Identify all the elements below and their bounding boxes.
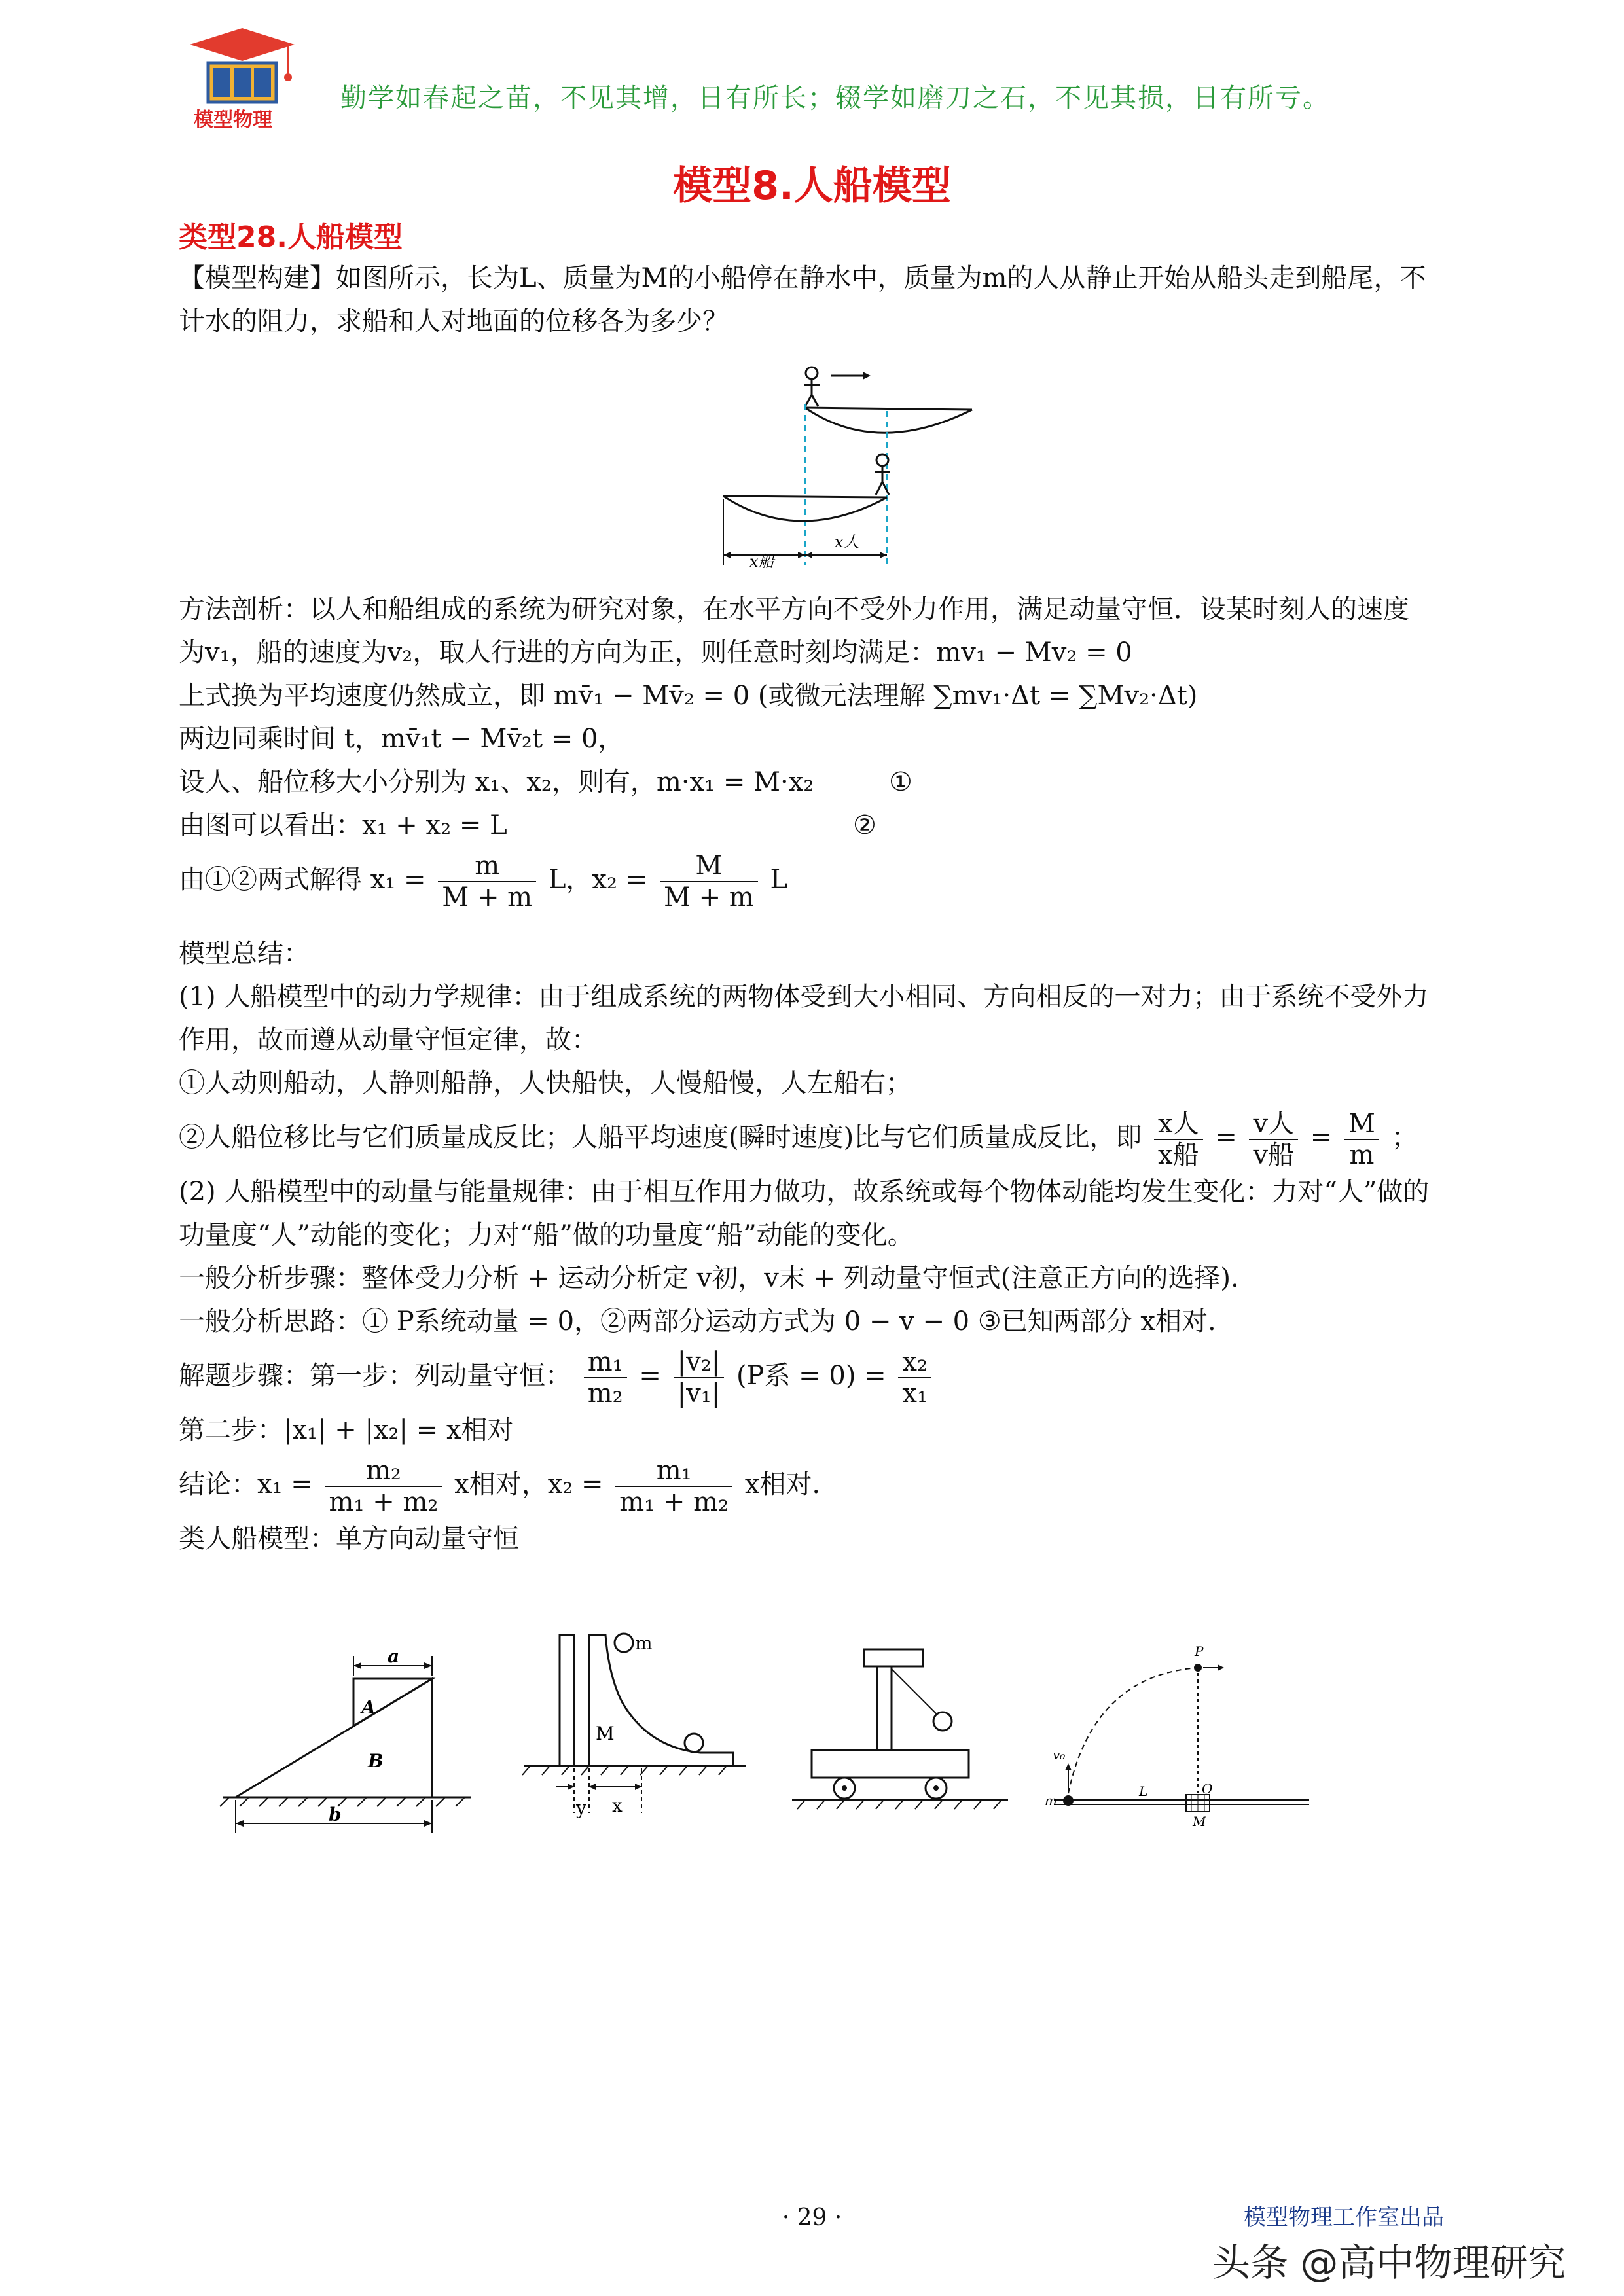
summary-s2a: (2) 人船模型中的动量与能量规律：由于相互作用力做功，故系统或每个物体动能均发生变化：力对“人”做的: [179, 1177, 1430, 1207]
person-icon-start: [804, 367, 820, 406]
analysis-line-2: 为v₁，船的速度为v₂，取人行进的方向为正，则任意时刻均满足：mv₁ − Mv₂ = 0: [179, 637, 1132, 668]
intro-line-2: 计水的阻力，求船和人对地面的位移各为多少？: [179, 306, 729, 336]
pendulum-pole: [877, 1666, 892, 1750]
track-block-M: [589, 1635, 733, 1766]
label-m: m: [635, 1632, 653, 1654]
summary-s6: 第二步：|x₁| + |x₂| = x相对: [179, 1415, 514, 1445]
motto: 勤学如春起之苗，不见其增，日有所长；辍学如磨刀之石，不见其损，日有所亏。: [340, 83, 1330, 113]
summary-s1d: ②人船位移比与它们质量成反比；人船平均速度(瞬时速度)比与它们质量成反比，即 $\frac{\text{x人}}{\text{x船}}$ = $\frac{\text{v人}}{\text{v船}}$ = $\frac{M}{m}$ ；: [179, 1109, 1418, 1170]
label-v0: v₀: [1053, 1747, 1066, 1763]
summary-block: [179, 932, 1521, 1560]
curved-track-figure: [517, 1623, 753, 1839]
label-A: A: [361, 1696, 376, 1718]
summary-s1b: 作用，故而遵从动量守恒定律，故：: [179, 1025, 598, 1055]
analysis-block: [179, 588, 1521, 912]
fraction-x1: $\frac{m}{M + m}$: [438, 851, 536, 912]
label-B: B: [368, 1750, 384, 1772]
analysis-line-6: [179, 804, 1521, 847]
label-m: m: [1045, 1793, 1057, 1808]
studio-credit: 模型物理工作室出品: [1244, 2204, 1444, 2231]
label-b: b: [329, 1804, 342, 1825]
equation-tag-2: ②: [853, 810, 876, 840]
analysis-line-4: 两边同乘时间 t，mv̄₁t − Mv̄₂t = 0，: [179, 724, 624, 754]
solution-end: L: [770, 865, 788, 895]
fraction-x-ratio: $\frac{\text{x人}}{\text{x船}}$: [1154, 1109, 1203, 1170]
intro-paragraph: [179, 257, 1521, 343]
summary-s8: 类人船模型：单方向动量守恒: [179, 1524, 519, 1554]
summary-s1c: ①人动则船动，人静则船静，人快船快，人慢船慢，人左船右；: [179, 1068, 912, 1098]
summary-s1a: (1) 人船模型中的动力学规律：由于组成系统的两物体受到大小相同、方向相反的一对力；由于系统不受外力: [179, 982, 1429, 1012]
logo-text: 模型物理: [194, 109, 272, 132]
summary-s4: 一般分析思路：① P系统动量 = 0，②两部分运动方式为 0 − v − 0 ③已知两部分 x相对.: [179, 1306, 1216, 1336]
page-number: · 29 ·: [782, 2204, 842, 2231]
analysis-line-7: [179, 847, 1521, 912]
ball-m-top: [615, 1634, 633, 1652]
summary-s2b: 功量度“人”动能的变化；力对“船”做的功量度“船”动能的变化。: [179, 1220, 914, 1250]
label-x: x: [612, 1795, 623, 1816]
left-wall: [560, 1635, 574, 1766]
pendulum-cart-figure: [785, 1636, 1021, 1833]
label-M: M: [596, 1723, 615, 1744]
pendulum-bob: [933, 1712, 952, 1731]
point-P: [1194, 1664, 1202, 1672]
watermark: 头条 @高中物理研究: [1212, 2240, 1566, 2285]
label-P: P: [1195, 1643, 1204, 1659]
pendulum-top: [864, 1649, 923, 1666]
fraction-x2: $\frac{M}{M + m}$: [660, 851, 758, 912]
analysis-line-1: 方法剖析：以人和船组成的系统为研究对象，在水平方向不受外力作用，满足动量守恒．设某时刻人的速度: [179, 594, 1409, 624]
label-a: a: [388, 1645, 400, 1667]
upper-boat-deck: [805, 408, 972, 410]
label-M: M: [1193, 1814, 1206, 1829]
ring-rod-figure: [1041, 1636, 1316, 1833]
trajectory: [1068, 1668, 1198, 1793]
section-subtitle: 类型28.人船模型: [179, 221, 403, 254]
page-title: 模型8.人船模型: [673, 163, 951, 209]
solution-mid: L，x₂ =: [548, 865, 648, 895]
analysis-line-5: [179, 761, 1521, 804]
ball-m-bottom: [685, 1734, 703, 1752]
equation-tag-1: ①: [889, 767, 912, 797]
upper-boat-hull: [805, 408, 972, 433]
label-O: O: [1202, 1781, 1213, 1797]
wedge-figure: [216, 1630, 478, 1846]
label-y: y: [576, 1797, 586, 1819]
boat-figure: [713, 359, 988, 575]
ball-m: [1063, 1795, 1074, 1806]
summary-s3: 一般分析步骤：整体受力分析 + 运动分析定 v初，v末 + 列动量守恒式(注意正方向的选择).: [179, 1263, 1239, 1293]
lower-boat-deck: [723, 496, 887, 497]
label-x-person: x人: [835, 533, 859, 551]
equation-1: 设人、船位移大小分别为 x₁、x₂，则有，m·x₁ = M·x₂: [179, 767, 814, 797]
fraction-v-ratio: $\frac{\text{v人}}{\text{v船}}$: [1249, 1109, 1298, 1170]
cart-body: [812, 1750, 969, 1778]
equation-2: 由图可以看出：x₁ + x₂ = L: [179, 810, 507, 840]
intro-line-1: 【模型构建】如图所示，长为L、质量为M的小船停在静水中，质量为m的人从静止开始从船头走到船尾，不: [179, 263, 1426, 293]
fraction-mass-ratio: $\frac{M}{m}$: [1344, 1109, 1379, 1170]
summary-s5: 解题步骤：第一步：列动量守恒： $\frac{\text{m₁}}{\text{m₂}}$ = $\frac{\text{|v₂|}}{\text{|v₁|}}$ (P系 = 0) = $\frac{\text{x₂}}{\text{x₁}}$: [179, 1343, 1521, 1408]
summary-s7: 结论：x₁ = $\frac{\text{m₂}}{\text{m₁ + m₂}}$ x相对，x₂ = $\frac{\text{m₁}}{\text{m₁ + m₂}}$ x相对.: [179, 1456, 821, 1517]
pendulum-string: [892, 1669, 937, 1715]
label-L: L: [1139, 1784, 1148, 1799]
summary-heading: 模型总结：: [179, 939, 310, 969]
label-x-boat: x船: [749, 552, 774, 571]
analysis-line-3: 上式换为平均速度仍然成立，即 mv̄₁ − Mv̄₂ = 0 (或微元法理解 ∑mv₁·Δt = ∑Mv₂·Δt): [179, 681, 1198, 711]
arrow-right-icon: [831, 372, 871, 380]
solution-prefix: 由①②两式解得 x₁ =: [179, 865, 426, 895]
